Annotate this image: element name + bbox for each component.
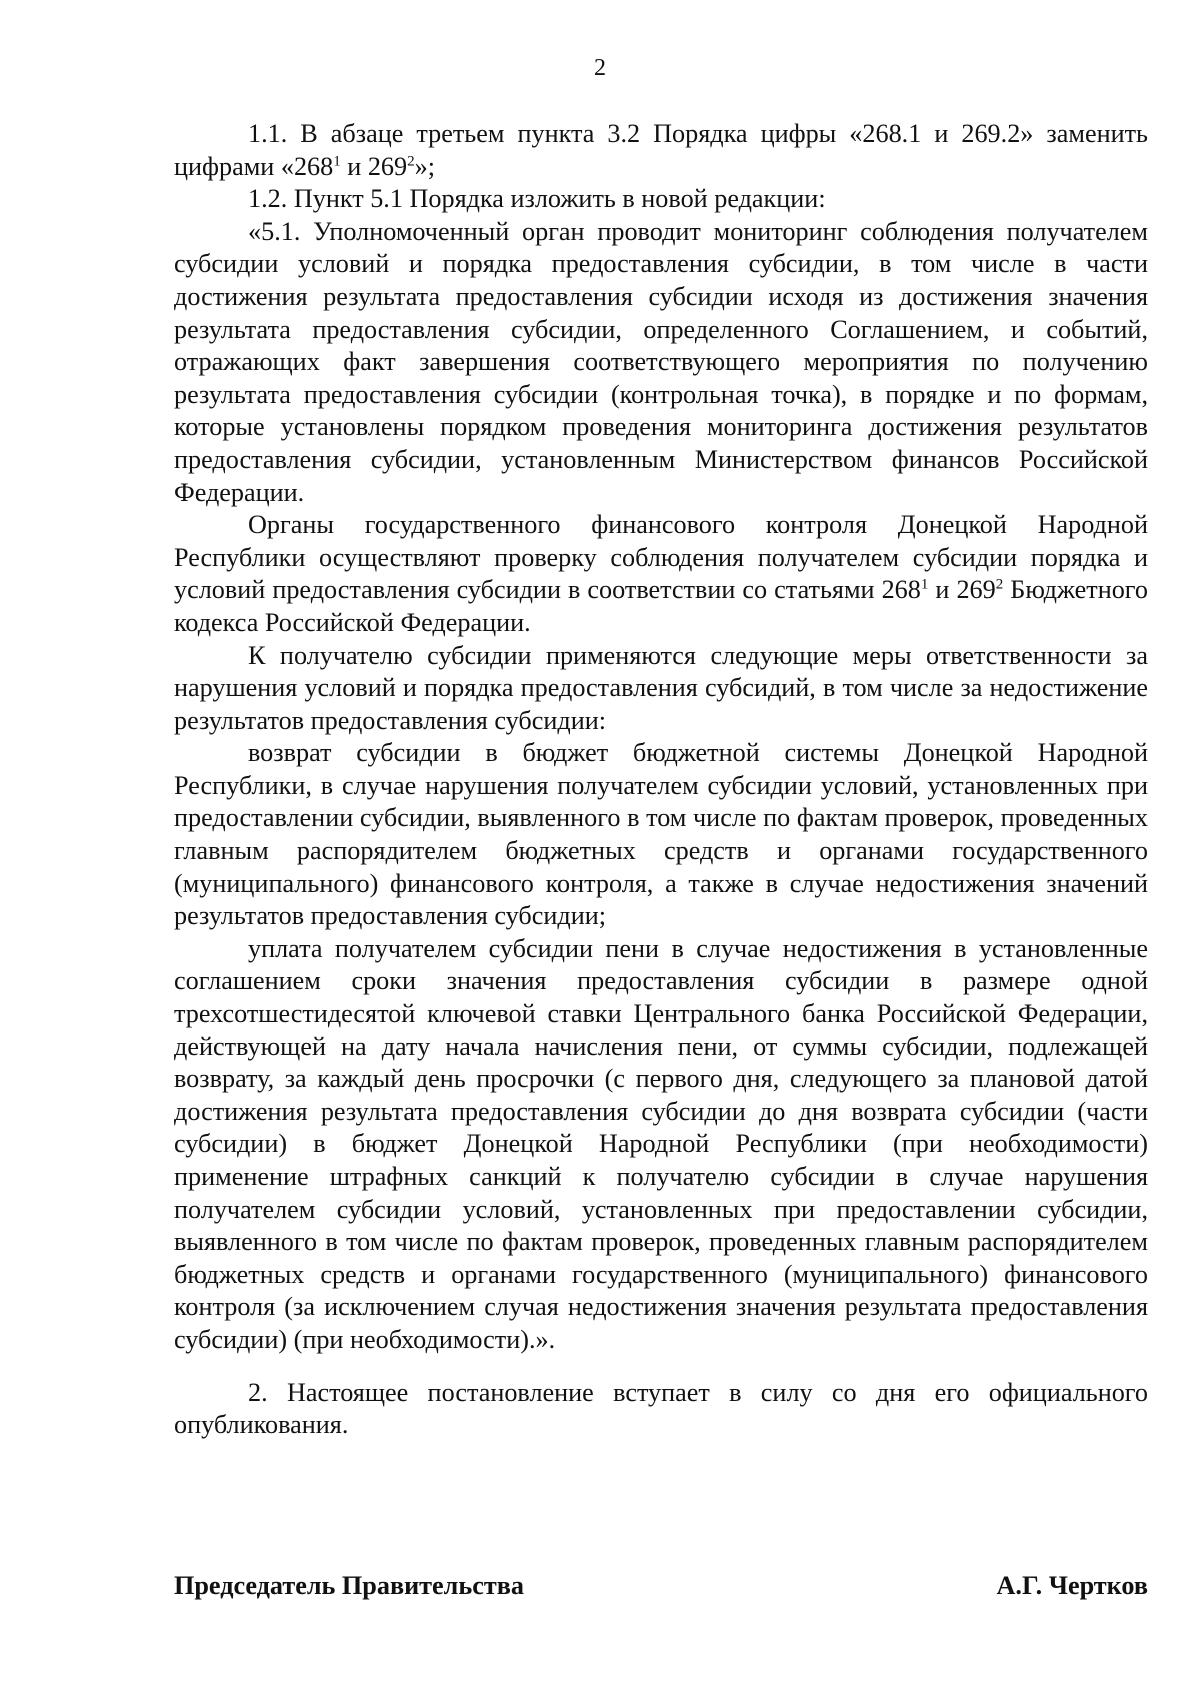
superscript: 2 [995,577,1004,594]
paragraph-entry-into-force: 2. Настоящее постановление вступает в силу со дня его официального опубликования. [174,1377,1148,1440]
superscript: 1 [920,577,929,594]
superscript: 2 [407,153,415,170]
page-number: 2 [594,55,606,81]
superscript: 1 [333,153,341,170]
paragraph-1-1-text-c: »; [414,151,435,181]
paragraph-1-1 [174,118,1148,183]
document-body [174,118,1148,1442]
paragraph-1-1-text-b: и 269 [340,151,408,181]
signature-name: А.Г. Чертков [996,1571,1148,1600]
paragraph-control-bodies-text-a: Органы государственного финансового контроля Донецкой Народной Республики осуществляют проверку соблюдения получателем субсидии порядка и условий предоставления субсидии в соответствии со статьями 268 [174,510,1148,605]
paragraph-control-bodies [174,509,1148,639]
signature-position: Председатель Правительства [174,1571,524,1600]
signature-block [174,1570,1148,1602]
paragraph-subsidy-return: возврат субсидии в бюджет бюджетной системы Донецкой Народной Республики, в случае нарушения получателем субсидии условий, установленных при предоставлении субсидии, выявленного в том числе по фактам проверок, проведенных главным распорядителем бюджетных средств и органами государственного (муниципального) финансового контроля, а также в случае недостижения значений результатов предоставления субсидии; [174,738,1148,931]
paragraph-1-1-text-a: 1.1. В абзаце третьем пункта 3.2 Порядка цифры «268.1 и 269.2» заменить цифрами «268 [174,119,1148,181]
paragraph-responsibility-measures: К получателю субсидии применяются следующие меры ответственности за нарушения условий и порядка предоставления субсидий, в том числе за недостижение результатов предоставления субсидии: [174,640,1148,735]
paragraph-control-bodies-text-b: и 269 [928,575,996,605]
paragraph-5-1: «5.1. Уполномоченный орган проводит мониторинг соблюдения получателем субсидии условий и порядка предоставления субсидии, в том числе в части достижения результата предоставления субсидии исходя из достижения значения результата предоставления субсидии, определенного Соглашением, и событий, отражающих факт завершения соответствующего мероприятия по получению результата предоставления субсидии (контрольная точка), в порядке и по формам, которые установлены порядком проведения мониторинга достижения результатов предоставления субсидии, установленным Министерством финансов Российской Федерации. [174,216,1148,507]
paragraph-penalty-payment: уплата получателем субсидии пени в случае недостижения в установленные соглашением сроки значения предоставления субсидии в размере одной трехсотшестидесятой ключевой ставки Центрального банка Российской Федерации, действующей на дату начала начисления пени, от суммы субсидии, подлежащей возврату, за каждый день просрочки (с первого дня, следующего за плановой датой достижения результата предоставления субсидии до дня возврата субсидии (части субсидии) в бюджет Донецкой Народной Республики (при необходимости) применение штрафных санкций к получателю субсидии в случае нарушения получателем субсидии условий, установленных при предоставлении субсидии, выявленного в том числе по фактам проверок, проведенных главным распорядителем бюджетных средств и органами государственного (муниципального) финансового контроля (за исключением случая недостижения значения результата предоставления субсидии) (при необходимости).». [174,933,1148,1354]
paragraph-control-bodies-text-c: Бюджетного кодекса Российской Федерации. [174,575,1148,637]
paragraph-1-2: 1.2. Пункт 5.1 Порядка изложить в новой редакции: [248,184,826,214]
